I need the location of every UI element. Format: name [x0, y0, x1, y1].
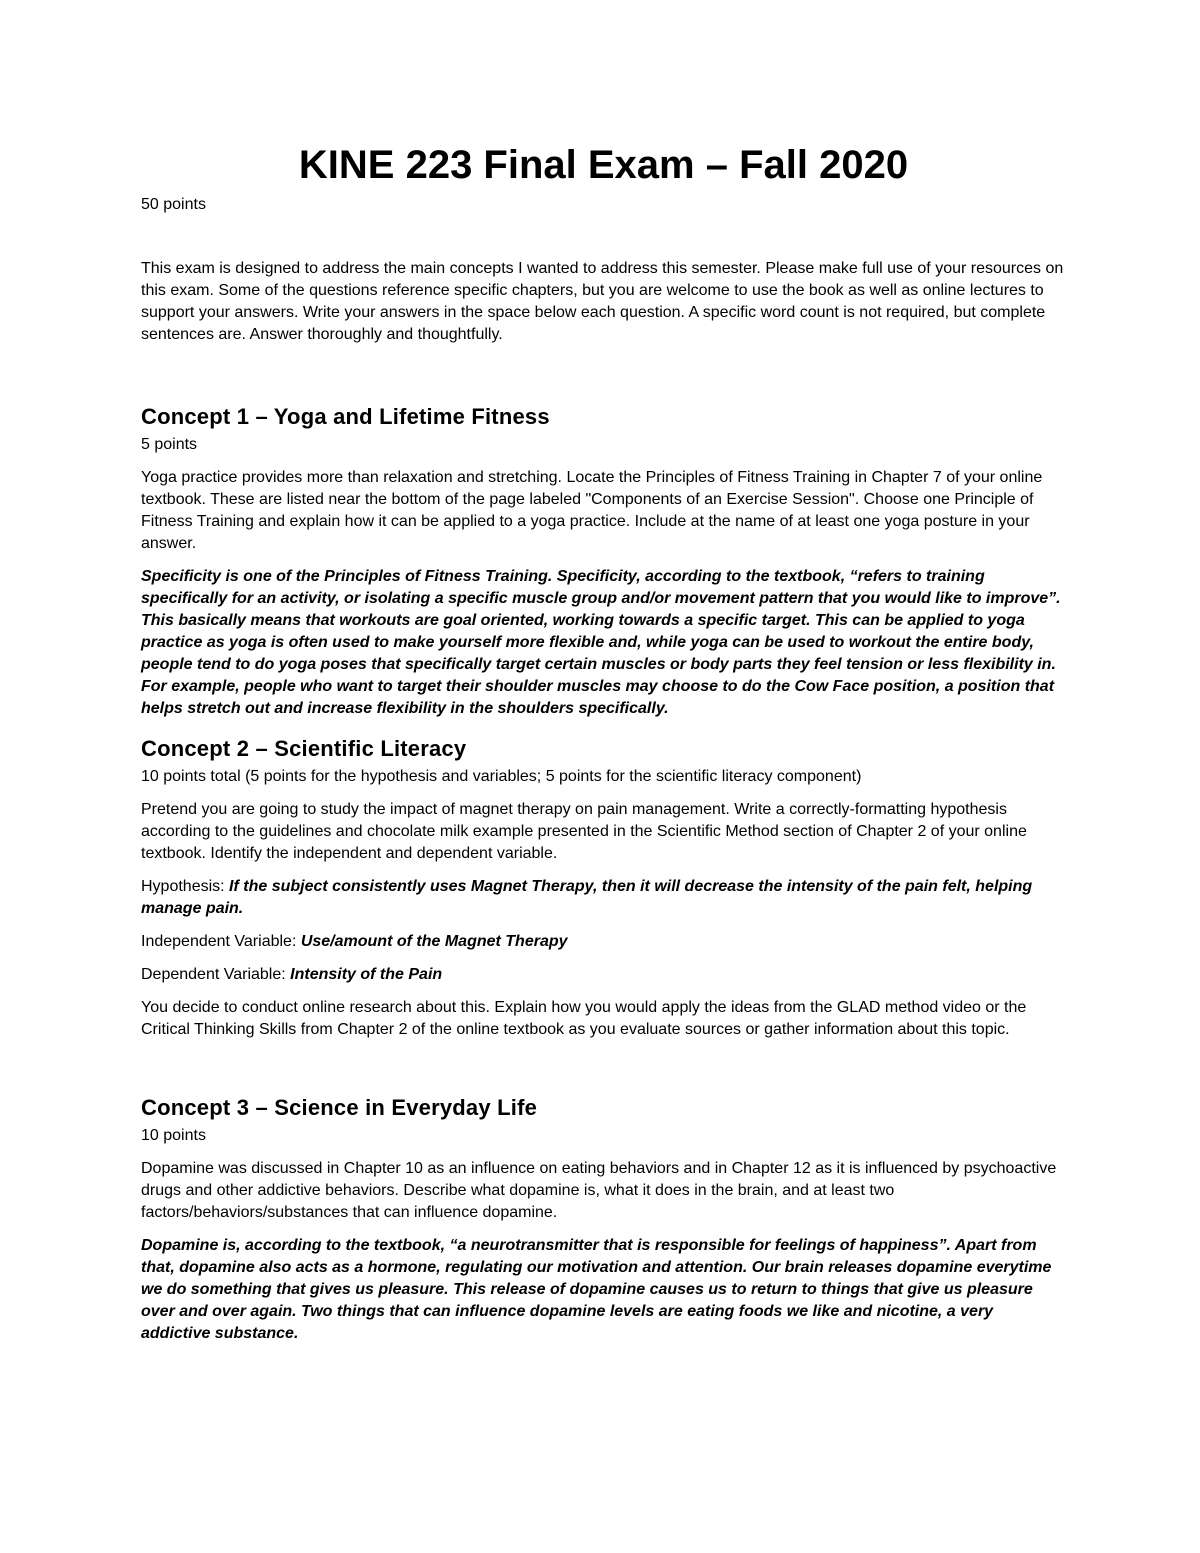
concept-1-points: 5 points	[141, 436, 198, 453]
exam-title: KINE 223 Final Exam – Fall 2020	[298, 143, 909, 187]
intro-paragraph: This exam is designed to address the main concepts I wanted to address this semester. Please make full use of your resources on this exam. Some of the questions reference specific chapters, but you are welcome to use the book as well as online lectures to support your answers. Write your answers in the space below each question. A specific word count is not required, but complete sentences are. Answer thoroughly and thoughtfully.	[141, 260, 1064, 343]
concept-3-question: Dopamine was discussed in Chapter 10 as an influence on eating behaviors and in Chapter 12 as it is influenced by psychoactive drugs and other addictive behaviors. Describe what dopamine is, what it does in the brain, and at least two factors/behaviors/substances that can influence dopamine.	[141, 1160, 1057, 1221]
concept-1-answer: Specificity is one of the Principles of Fitness Training. Specificity, according to the textbook, “refers to training specifically for an activity, or isolating a specific muscle group and/or movement pattern that you would like to improve”. This basically means that workouts are goal oriented, working towards a specific target. This can be applied to yoga practice as yoga is often used to make yourself more flexible and, while yoga can be used to workout the entire body, people tend to do yoga poses that specifically target certain muscles or body parts they feel tension or less flexibility in. For example, people who want to target their shoulder muscles may choose to do the Cow Face position, a position that helps stretch out and increase flexibility in the shoulders specifically.	[141, 568, 1061, 717]
concept-2-question: Pretend you are going to study the impact of magnet therapy on pain management. Write a correctly-formatting hypothesis according to the guidelines and chocolate milk example presented in the Scientific Method section of Chapter 2 of your online textbook. Identify the independent and dependent variable.	[141, 801, 1027, 862]
independent-variable-answer: Use/amount of the Magnet Therapy	[300, 933, 568, 950]
dependent-variable-label: Dependent Variable:	[141, 966, 291, 983]
independent-variable-line	[141, 931, 1066, 953]
concept-3-points: 10 points	[141, 1127, 206, 1144]
exam-page	[141, 140, 1066, 1345]
concept-3-answer: Dopamine is, according to the textbook, “a neurotransmitter that is responsible for feelings of happiness”. Apart from that, dopamine also acts as a hormone, regulating our motivation and attention. Our brain releases dopamine everytime we do something that gives us pleasure. This release of dopamine causes us to return to things that give us pleasure over and over again. Two things that can influence dopamine levels are eating foods we like and nicotine, a very addictive substance.	[141, 1237, 1052, 1342]
concept-2-heading: Concept 2 – Scientific Literacy	[141, 736, 467, 761]
concept-2-points: 10 points total (5 points for the hypothesis and variables; 5 points for the scientific literacy component)	[141, 768, 862, 785]
dependent-variable-answer: Intensity of the Pain	[290, 966, 443, 983]
hypothesis-label: Hypothesis:	[141, 878, 230, 895]
hypothesis-line	[141, 876, 1066, 920]
hypothesis-answer: If the subject consistently uses Magnet Therapy, then it will decrease the intensity of the pain felt, helping manage pain.	[141, 878, 1033, 917]
concept-2-section	[141, 734, 1066, 1041]
concept-1-heading: Concept 1 – Yoga and Lifetime Fitness	[141, 404, 550, 429]
concept-1-section	[141, 402, 1066, 720]
independent-variable-label: Independent Variable:	[141, 933, 301, 950]
concept-2-question-2: You decide to conduct online research about this. Explain how you would apply the ideas from the GLAD method video or the Critical Thinking Skills from Chapter 2 of the online textbook as you evaluate sources or gather information about this topic.	[141, 999, 1027, 1038]
concept-3-heading: Concept 3 – Science in Everyday Life	[141, 1095, 538, 1120]
total-points: 50 points	[141, 196, 206, 213]
concept-3-section	[141, 1093, 1066, 1345]
concept-1-question: Yoga practice provides more than relaxation and stretching. Locate the Principles of Fitness Training in Chapter 7 of your online textbook. These are listed near the bottom of the page labeled "Components of an Exercise Session". Choose one Principle of Fitness Training and explain how it can be applied to a yoga practice. Include at the name of at least one yoga posture in your answer.	[141, 469, 1043, 552]
dependent-variable-line	[141, 964, 1066, 986]
